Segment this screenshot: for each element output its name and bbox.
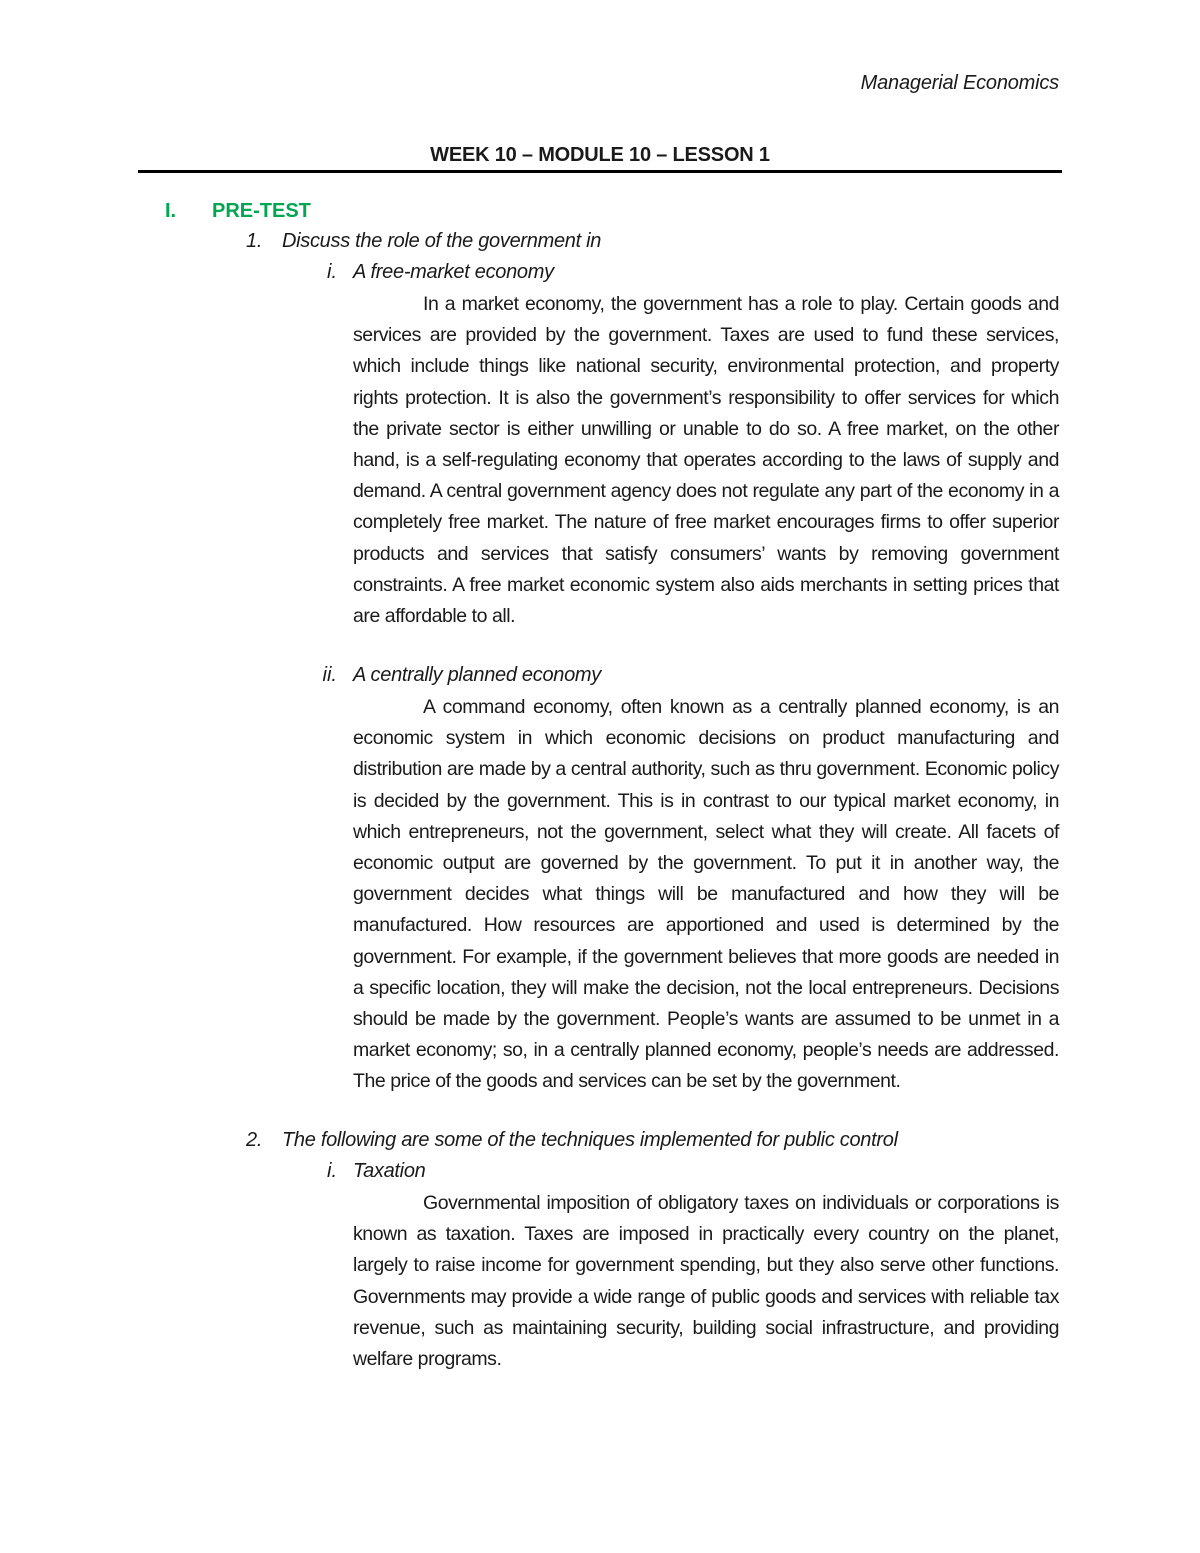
running-header: Managerial Economics [860,72,1059,94]
question-1-number: 1. [246,230,263,252]
item-2-i-title: Taxation [353,1160,426,1182]
item-1-ii-title: A centrally planned economy [353,664,601,686]
item-1-i-title: A free-market economy [353,261,554,283]
title-rule [138,170,1062,173]
item-1-ii-number: ii. [322,664,337,686]
question-1-text: Discuss the role of the government in [282,230,602,252]
item-2-i-number: i. [327,1160,337,1182]
section-title: PRE-TEST [212,200,311,222]
page-title: WEEK 10 – MODULE 10 – LESSON 1 [430,144,770,166]
question-2-text: The following are some of the techniques implemented for public control [282,1129,898,1151]
item-1-ii-answer: A command economy, often known as a centrally planned economy, is an economic system in which economic decisions on product manufacturing and distribution are made by a central authority, such as thru government. Economic policy is decided by the government. This is in contrast to our typical market economy, in which entrepreneurs, not the government, select what they will create. All facets of economic output are governed by the government. To put it in another way, the government decides what things will be manufactured and how they will be manufactured. How resources are apportioned and used is determined by the government. For example, if the government believes that more goods are needed in a specific location, they will make the decision, not the local entrepreneurs. Decisions should be made by the government. People’s wants are assumed to be unmet in a market economy; so, in a centrally planned economy, people’s needs are addressed. The price of the goods and services can be set by the government. [353,696,1059,1093]
item-2-i-answer: Governmental imposition of obligatory taxes on individuals or corporations is known as taxation. Taxes are imposed in practically every country on the planet, largely to raise income for government spending, but they also serve other functions. Governments may provide a wide range of public goods and services with reliable tax revenue, such as maintaining security, building social infrastructure, and providing welfare programs. [353,1192,1059,1371]
section-number: I. [165,200,177,222]
item-1-i-answer: In a market economy, the government has a role to play. Certain goods and services are provided by the government. Taxes are used to fund these services, which include things like national security, environmental protection, and property rights protection. It is also the government’s responsibility to offer services for which the private sector is either unwilling or unable to do so. A free market, on the other hand, is a self-regulating economy that operates according to the laws of supply and demand. A central government agency does not regulate any part of the economy in a completely free market. The nature of free market encourages firms to offer superior products and services that satisfy consumers’ wants by removing government constraints. A free market economic system also aids merchants in setting prices that are affordable to all. [353,293,1059,628]
question-2-number: 2. [246,1129,263,1151]
item-1-i-number: i. [327,261,337,283]
